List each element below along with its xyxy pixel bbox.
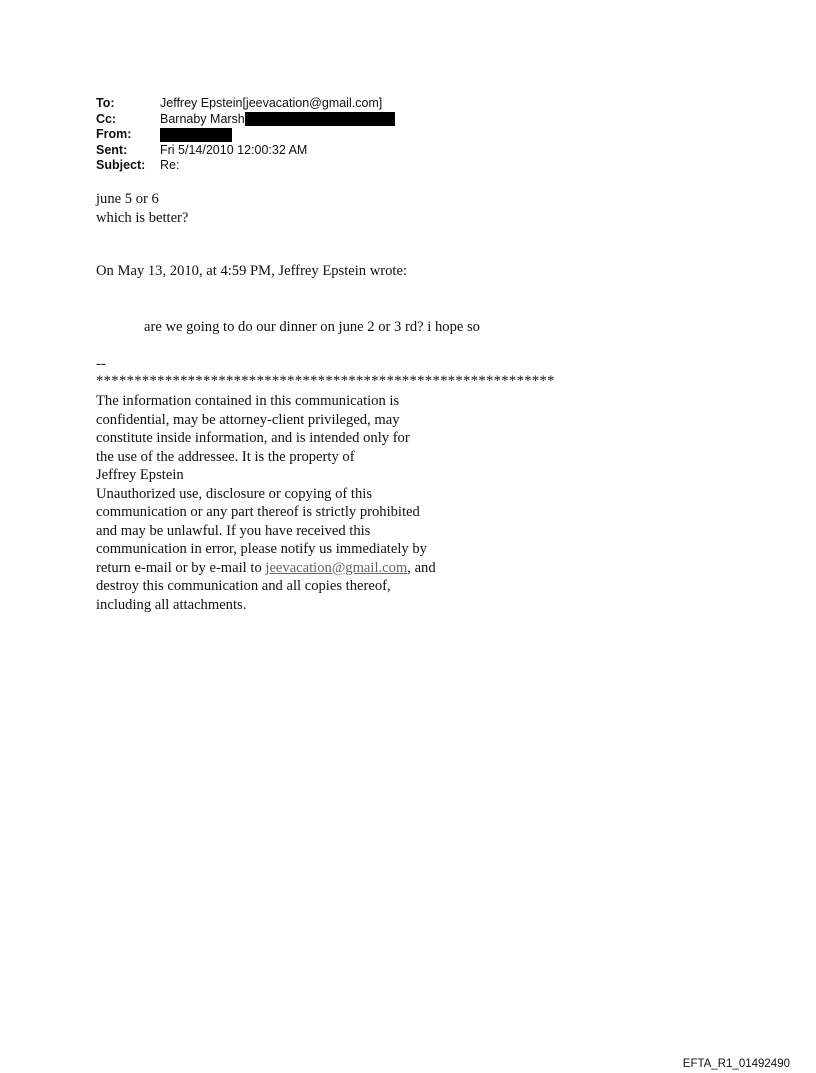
cc-value: Barnaby Marsh — [160, 111, 245, 126]
message-line-1: june 5 or 6 — [96, 191, 159, 207]
disclaimer-line: The information contained in this communication is — [96, 393, 400, 409]
from-row — [96, 127, 395, 143]
disclaimer-line: confidential, may be attorney-client privileged, may — [96, 411, 400, 428]
disclaimer-line: and may be unlawful. If you have received this — [96, 522, 371, 539]
disclaimer-line: destroy this communication and all copies thereof, — [96, 578, 391, 594]
signature-stars: ************************************************************ — [96, 373, 555, 389]
to-label: To: — [96, 96, 115, 110]
sent-label: Sent: — [96, 142, 128, 157]
disclaimer-line: Unauthorized use, disclosure or copying of this — [96, 485, 373, 502]
disclaimer-line: communication or any part thereof is strictly prohibited — [96, 504, 420, 520]
disclaimer-line-contact — [96, 559, 436, 578]
subject-row — [96, 158, 395, 174]
email-link[interactable]: jeevacation@gmail.com — [265, 559, 408, 576]
sent-value: Fri 5/14/2010 12:00:32 AM — [160, 142, 308, 157]
message-body — [96, 190, 188, 227]
signature-dashes: -- — [96, 356, 106, 372]
cc-redaction — [245, 112, 395, 126]
sent-row — [96, 143, 395, 159]
to-value: Jeffrey Epstein[jeevacation@gmail.com] — [160, 96, 383, 110]
subject-label: Subject: — [96, 158, 146, 172]
disclaimer-line: constitute inside information, and is intended only for — [96, 430, 410, 446]
document-id: EFTA_R1_01492490 — [682, 1058, 790, 1070]
disclaimer-line: the use of the addressee. It is the property of — [96, 448, 355, 465]
to-row — [96, 96, 395, 112]
disclaimer-line: communication in error, please notify us immediately by — [96, 541, 427, 557]
disclaimer-line: including all attachments. — [96, 596, 247, 613]
contact-suffix: , and — [407, 559, 436, 576]
contact-prefix: return e-mail or by e-mail to — [96, 559, 266, 576]
email-header — [96, 96, 395, 174]
message-line-2: which is better? — [96, 209, 189, 226]
quoted-text: are we going to do our dinner on june 2 or 3 rd? i hope so — [144, 319, 480, 335]
cc-label: Cc: — [96, 111, 117, 126]
cc-row — [96, 112, 395, 128]
from-label: From: — [96, 127, 132, 141]
disclaimer — [96, 392, 436, 614]
subject-value: Re: — [160, 158, 180, 172]
disclaimer-line: Jeffrey Epstein — [96, 467, 184, 483]
from-redaction — [160, 128, 232, 142]
quote-intro: On May 13, 2010, at 4:59 PM, Jeffrey Epstein wrote: — [96, 263, 408, 279]
